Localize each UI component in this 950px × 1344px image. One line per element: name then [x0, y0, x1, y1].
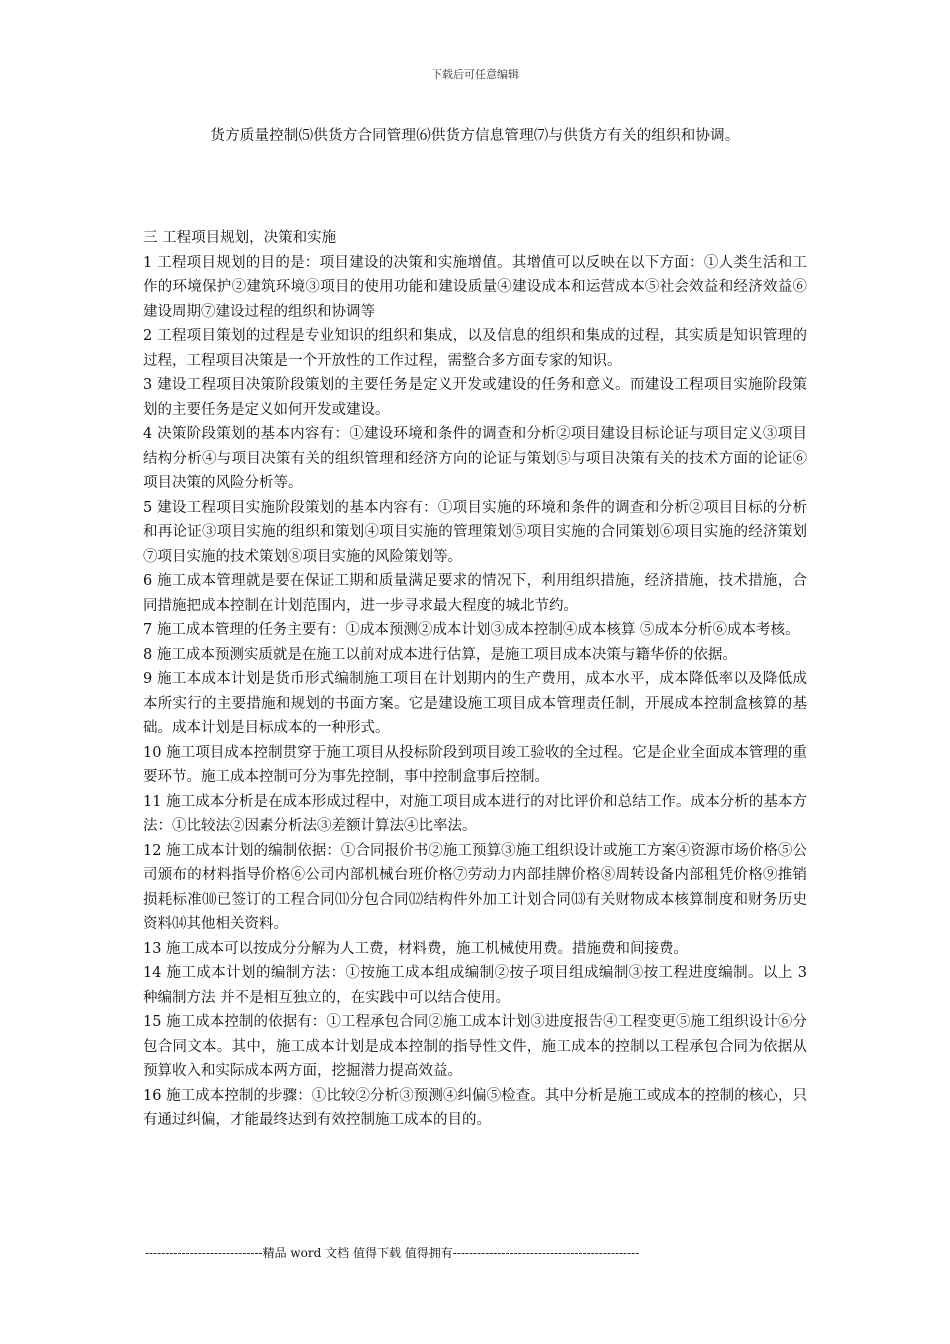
document-body	[143, 226, 807, 1133]
paragraph: 15 施工成本控制的依据有：①工程承包合同②施工成本计划③进度报告④工程变更⑤施工组织设计⑥分包合同文本。其中，施工成本计划是成本控制的指导性文件，施工成本的控制以工程承包合同为依据从预算收入和实际成本两方面，挖掘潜力提高效益。	[143, 1014, 807, 1079]
paragraph: 13 施工成本可以按成分分解为人工费，材料费，施工机械使用费。措施费和间接费。	[143, 940, 689, 957]
paragraph: 7 施工成本管理的任务主要有：①成本预测②成本计划③成本控制④成本核算 ⑤成本分析⑥成本考核。	[143, 622, 800, 638]
page-header: 下载后可任意编辑	[431, 68, 519, 81]
paragraph: 12 施工成本计划的编制依据：①合同报价书②施工预算③施工组织设计或施工方案④资源市场价格⑤公司颁布的材料指导价格⑥公司内部机械台班价格⑦劳动力内部挂牌价格⑧周转设备内部租凭价格⑨推销损耗标准⑽已签订的工程合同⑾分包合同⑿结构件外加工计划合同⒀有关财物成本核算制度和财务历史资料⒁其他相关资料。	[143, 842, 807, 932]
paragraph: 14 施工成本计划的编制方法：①按施工成本组成编制②按子项目组成编制③按工程进度编制。以上 3 种编制方法 并不是相互独立的，在实践中可以结合使用。	[143, 965, 807, 1006]
paragraph: 8 施工成本预测实质就是在施工以前对成本进行估算，是施工项目成本决策与籍华侨的依据。	[143, 646, 737, 663]
paragraph: 16 施工成本控制的步骤：①比较②分析③预测④纠偏⑤检查。其中分析是施工或成本的控制的核心，只有通过纠偏，才能最终达到有效控制施工成本的目的。	[143, 1087, 807, 1128]
paragraph: 1 工程项目规划的目的是：项目建设的决策和实施增值。其增值可以反映在以下方面：①人类生活和工作的环境保护②建筑环境③项目的使用功能和建设质量④建设成本和运营成本⑤社会效益和经济效益⑥建设周期⑦建设过程的组织和协调等	[143, 254, 807, 320]
paragraph: 3 建设工程项目决策阶段策划的主要任务是定义开发或建设的任务和意义。而建设工程项目实施阶段策划的主要任务是定义如何开发或建设。	[143, 377, 807, 418]
paragraph: 2 工程项目策划的过程是专业知识的组织和集成，以及信息的组织和集成的过程，其实质是知识管理的过程，工程项目决策是一个开放性的工作过程，需整合多方面专家的知识。	[143, 328, 807, 369]
lead-line: 货方质量控制⑸供货方合同管理⑹供货方信息管理⑺与供货方有关的组织和协调。	[210, 128, 740, 144]
paragraph: 5 建设工程项目实施阶段策划的基本内容有：①项目实施的环境和条件的调查和分析②项目目标的分析和再论证③项目实施的组织和策划④项目实施的管理策划⑤项目实施的合同策划⑥项目实施的经济策划⑦项目实施的技术策划⑧项目实施的风险策划等。	[143, 499, 807, 565]
paragraph: 10 施工项目成本控制贯穿于施工项目从投标阶段到项目竣工验收的全过程。它是企业全面成本管理的重要环节。施工成本控制可分为事先控制，事中控制盒事后控制。	[143, 744, 807, 785]
paragraph: 9 施工本成本计划是货币形式编制施工项目在计划期内的生产费用，成本水平，成本降低率以及降低成本所实行的主要措施和规划的书面方案。它是建设施工项目成本管理责任制，开展成本控制盒核算的基础。成本计划是目标成本的一种形式。	[143, 671, 807, 736]
page-footer: -----------------------------精品 word 文档 值得下载 值得拥有----------------------------------------------	[145, 1246, 640, 1260]
section-title: 三 工程项目规划，决策和实施	[143, 230, 337, 246]
paragraph: 11 施工成本分析是在成本形成过程中，对施工项目成本进行的对比评价和总结工作。成本分析的基本方法：①比较法②因素分析法③差额计算法④比率法。	[143, 793, 807, 834]
paragraph: 6 施工成本管理就是要在保证工期和质量满足要求的情况下，利用组织措施，经济措施，技术措施，合同措施把成本控制在计划范围内，进一步寻求最大程度的城北节约。	[143, 573, 807, 614]
paragraph: 4 决策阶段策划的基本内容有：①建设环境和条件的调查和分析②项目建设目标论证与项目定义③项目结构分析④与项目决策有关的组织管理和经济方向的论证与策划⑤与项目决策有关的技术方面的论证⑥项目决策的风险分析等。	[143, 426, 807, 491]
